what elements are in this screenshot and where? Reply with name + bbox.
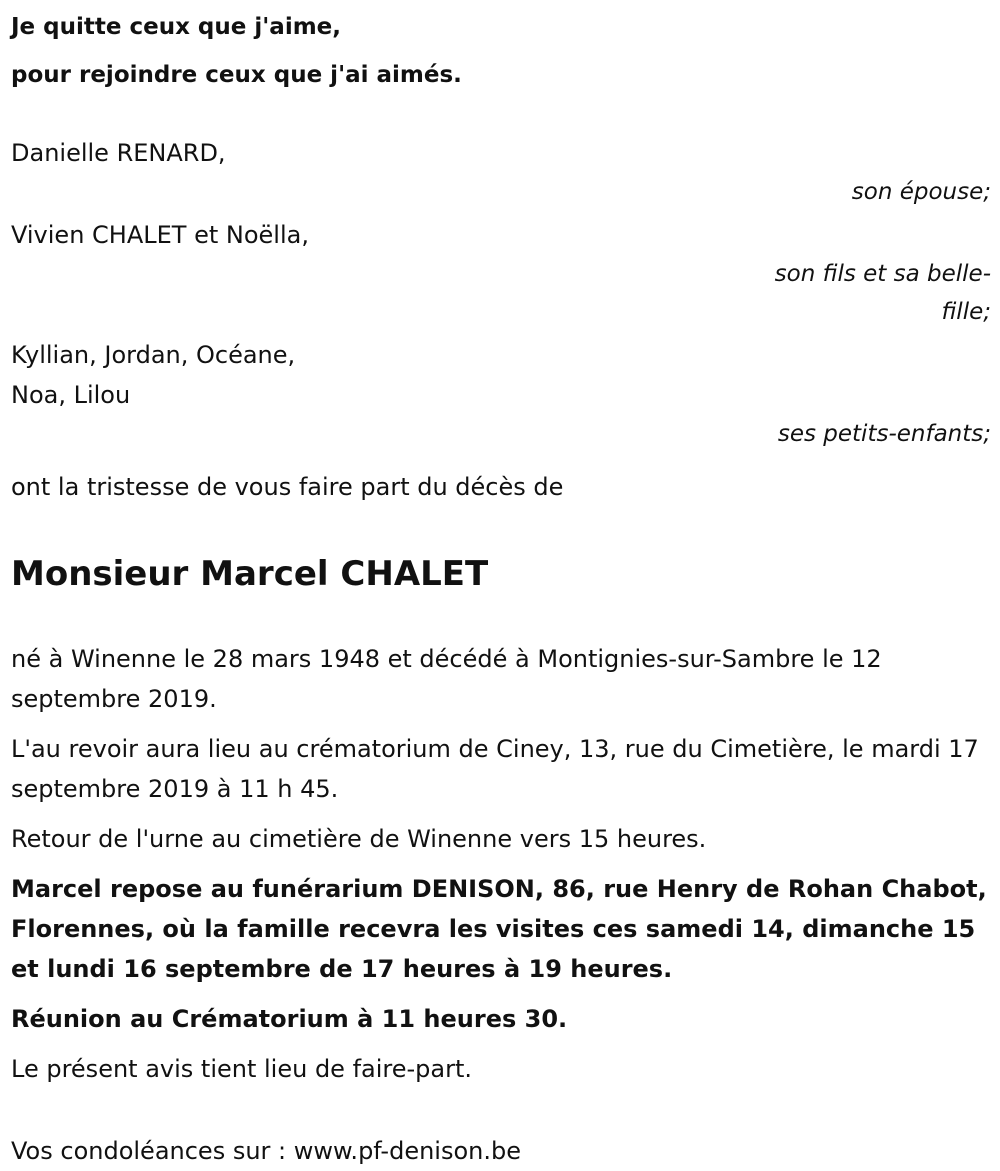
family-member-name: Noa, Lilou bbox=[11, 381, 131, 409]
family-relation-line: son fils et sa belle- bbox=[774, 261, 991, 287]
family-member-name: Danielle RENARD, bbox=[11, 139, 226, 167]
epigraph bbox=[11, 3, 991, 99]
urn-return-text: Retour de l'urne au cimetière de Winenne vers 15 heures. bbox=[11, 825, 707, 853]
family-relation-line: ses petits-enfants; bbox=[777, 421, 991, 447]
family-relation-line: son épouse; bbox=[851, 179, 991, 205]
deceased-name: Monsieur Marcel CHALET bbox=[11, 554, 489, 594]
farewell-text: L'au revoir aura lieu au crématorium de Ciney, 13, rue du Cimetière, le mardi 17 septembre 2019 à 11 h 45. bbox=[11, 735, 979, 803]
family-member-name: Kyllian, Jordan, Océane, bbox=[11, 341, 296, 369]
family-member-spouse bbox=[11, 133, 991, 211]
family-relation bbox=[751, 255, 991, 331]
obituary-notice bbox=[11, 0, 991, 1171]
notice-text: Le présent avis tient lieu de faire-part. bbox=[11, 1055, 473, 1083]
funerarium-text: Marcel repose au funérarium DENISON, 86, rue Henry de Rohan Chabot, Florennes, où la famille recevra les visites ces samedi 14, dimanche 15 et lundi 16 septembre de 17 heures à 19 heures. bbox=[11, 875, 987, 983]
family-member-grandchildren bbox=[11, 335, 991, 453]
announcement-text: ont la tristesse de vous faire part du décès de bbox=[11, 473, 564, 501]
family-member-son bbox=[11, 215, 991, 331]
family-relation bbox=[751, 173, 991, 211]
family-member-name: Vivien CHALET et Noëlla, bbox=[11, 221, 309, 249]
family-list bbox=[11, 133, 991, 453]
condolences-text: Vos condoléances sur : www.pf-denison.be bbox=[11, 1137, 521, 1165]
funeral-details bbox=[11, 639, 991, 1089]
family-relation-line: fille; bbox=[941, 299, 991, 325]
meeting-text: Réunion au Crématorium à 11 heures 30. bbox=[11, 1005, 568, 1033]
family-relation bbox=[751, 415, 991, 453]
birth-death-text: né à Winenne le 28 mars 1948 et décédé à Montignies-sur-Sambre le 12 septembre 2019. bbox=[11, 645, 882, 713]
epigraph-line-1: Je quitte ceux que j'aime, bbox=[11, 14, 342, 40]
epigraph-line-2: pour rejoindre ceux que j'ai aimés. bbox=[11, 62, 462, 88]
